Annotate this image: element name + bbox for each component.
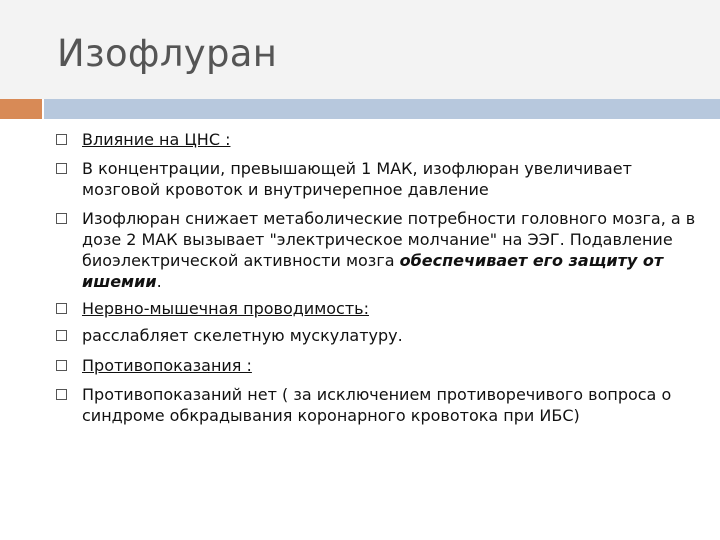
title-area — [0, 0, 720, 99]
item-text: Влияние на ЦНС : — [82, 130, 231, 149]
square-bullet-icon — [56, 134, 67, 145]
list-item — [82, 158, 702, 200]
list-item — [82, 298, 702, 319]
item-emphasis-text: обеспечивает его защиту от ишемии — [82, 251, 664, 291]
list-item — [82, 325, 702, 346]
slide-title: Изофлуран — [57, 32, 278, 75]
list-item — [82, 129, 702, 150]
item-text: Нервно-мышечная проводимость: — [82, 299, 369, 318]
list-item — [82, 384, 702, 426]
accent-bar-orange — [0, 99, 42, 119]
square-bullet-icon — [56, 213, 67, 224]
item-text: расслабляет скелетную мускулатуру. — [82, 326, 403, 345]
accent-bar-blue — [44, 99, 720, 119]
square-bullet-icon — [56, 163, 67, 174]
item-text: Противопоказания : — [82, 356, 252, 375]
item-text: Противопоказаний нет ( за исключением противоречивого вопроса о синдроме обкрадывания коронарного кровотока при ИБС) — [82, 385, 672, 425]
list-item — [82, 355, 702, 376]
list-item — [82, 208, 702, 292]
square-bullet-icon — [56, 389, 67, 400]
square-bullet-icon — [56, 360, 67, 371]
item-text-end: . — [156, 272, 162, 291]
item-text: В концентрации, превышающей 1 МАК, изофлюран увеличивает мозговой кровоток и внутричерепное давление — [82, 159, 632, 199]
square-bullet-icon — [56, 330, 67, 341]
square-bullet-icon — [56, 303, 67, 314]
item-text: Изофлюран снижает метаболические потребности головного мозга, а в дозе 2 МАК вызывает "электрическое молчание" на ЭЭГ. Подавление биоэлектрической активности мозга — [82, 209, 696, 270]
